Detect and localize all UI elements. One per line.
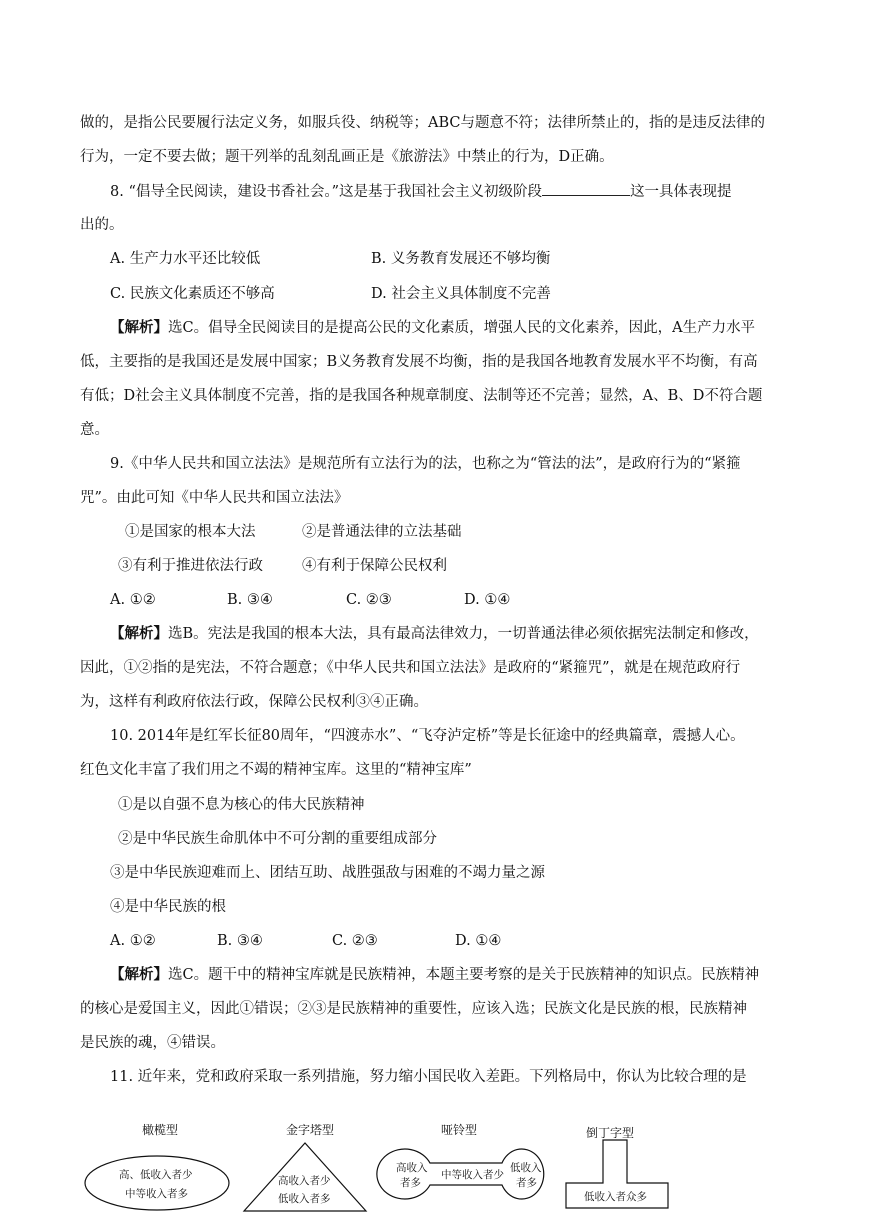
pyramid-diagram-title: 金字塔型	[286, 1123, 335, 1137]
option-a: A. ①②	[110, 592, 156, 608]
text-segment: 8. “倡导全民阅读，建设书香社会。”这是基于我国社会主义初级阶段	[110, 184, 543, 200]
text-line: 因此，①②指的是宪法，不符合题意；《中华人民共和国立法法》是政府的“紧箍咒”，就是在规范政府行	[80, 660, 741, 676]
text-line: 做的，是指公民要履行法定义务，如服兵役、纳税等；ABC与题意不符；法律所禁止的，指的是违反法律的	[80, 115, 765, 131]
text-segment: 选B。宪法是我国的根本大法，具有最高法律效力，一切普通法律必须依据宪法制定和修改，	[168, 626, 759, 642]
dumbbell-middle: 中等收入者少	[441, 1169, 504, 1181]
text-line: 出的。	[80, 217, 124, 233]
olive-line-1: 高、低收入者少	[119, 1169, 193, 1181]
option-b: B. ③④	[217, 933, 263, 949]
statement-3: ③是中华民族迎难而上、团结互助、战胜强敌与困难的不竭力量之源	[110, 865, 545, 881]
pyramid-line-2: 低收入者多	[278, 1193, 331, 1205]
text-line: 是民族的魂，④错误。	[80, 1035, 225, 1051]
option-a: A. ①②	[110, 933, 156, 949]
option-d: D. ①④	[455, 933, 502, 949]
inverted-t-diagram-title: 倒丁字型	[586, 1126, 635, 1140]
statement-3: ③有利于推进依法行政	[118, 558, 263, 574]
analysis-label: 【解析】	[110, 319, 168, 336]
olive-line-2: 中等收入者多	[125, 1188, 188, 1200]
dumbbell-diagram-title: 哑铃型	[441, 1123, 478, 1137]
option-b: B. ③④	[227, 592, 273, 608]
analysis-8	[110, 318, 755, 338]
statement-4: ④是中华民族的根	[110, 899, 226, 915]
inverted-t-base: 低收入者众多	[584, 1191, 647, 1203]
statement-4: ④有利于保障公民权利	[302, 558, 447, 574]
option-c: C. 民族文化素质还不够高	[110, 286, 275, 302]
text-line: 红色文化丰富了我们用之不竭的精神宝库。这里的“精神宝库”	[80, 762, 472, 778]
text-line: 意。	[80, 422, 109, 438]
text-line: 咒”。由此可知《中华人民共和国立法法》	[80, 490, 349, 506]
text-segment: 选C。题干中的精神宝库就是民族精神，本题主要考察的是关于民族精神的知识点。民族精神	[168, 967, 760, 983]
text-segment: 这一具体表现提	[630, 184, 732, 200]
statement-2: ②是普通法律的立法基础	[302, 524, 462, 540]
olive-shape	[85, 1156, 229, 1210]
option-a: A. 生产力水平还比较低	[110, 251, 261, 267]
text-line: 行为，一定不要去做；题干列举的乱刻乱画正是《旅游法》中禁止的行为，D正确。	[80, 149, 614, 165]
dumbbell-right-2: 者多	[516, 1177, 537, 1189]
question-8-stem	[110, 181, 732, 202]
option-d: D. ①④	[464, 592, 511, 608]
text-line: 的核心是爱国主义，因此①错误；②③是民族精神的重要性，应该入选；民族文化是民族的根，民族精神	[80, 1001, 747, 1017]
statement-2: ②是中华民族生命肌体中不可分割的重要组成部分	[118, 831, 437, 847]
analysis-10	[110, 965, 759, 985]
olive-diagram-title: 橄榄型	[142, 1123, 179, 1137]
pyramid-line-1: 高收入者少	[278, 1175, 331, 1187]
statement-1: ①是国家的根本大法	[125, 524, 256, 540]
analysis-label: 【解析】	[110, 966, 168, 983]
statement-1: ①是以自强不息为核心的伟大民族精神	[118, 797, 365, 813]
text-line: 低，主要指的是我国还是发展中国家；B义务教育发展不均衡，指的是我国各地教育发展水平不均衡，有高	[80, 354, 758, 370]
text-segment: 选C。倡导全民阅读目的是提高公民的文化素质，增强人民的文化素养，因此，A生产力水平	[168, 320, 756, 336]
option-c: C. ②③	[332, 933, 378, 949]
dumbbell-left-1: 高收入	[396, 1162, 428, 1174]
dumbbell-left-2: 者多	[400, 1177, 421, 1189]
question-10-stem: 10. 2014年是红军长征80周年，“四渡赤水”、“飞夺泸定桥”等是长征途中的经典篇章，震撼人心。	[110, 728, 745, 744]
analysis-label: 【解析】	[110, 625, 168, 642]
text-line: 为，这样有利政府依法行政，保障公民权利③④正确。	[80, 694, 428, 710]
dumbbell-right-1: 低收入	[510, 1162, 542, 1174]
option-b: B. 义务教育发展还不够均衡	[371, 251, 551, 267]
analysis-9	[110, 624, 759, 644]
option-d: D. 社会主义具体制度不完善	[371, 286, 551, 302]
text-line: 有低；D社会主义具体制度不完善，指的是我国各种规章制度、法制等还不完善；显然，A、B、D不符合题	[80, 388, 763, 404]
option-c: C. ②③	[346, 592, 392, 608]
question-9-stem: 9.《中华人民共和国立法法》是规范所有立法行为的法，也称之为“管法的法”，是政府行为的“紧箍	[110, 456, 741, 472]
answer-blank	[542, 181, 630, 196]
question-11-stem: 11. 近年来，党和政府采取一系列措施，努力缩小国民收入差距。下列格局中，你认为比较合理的是	[110, 1069, 747, 1085]
